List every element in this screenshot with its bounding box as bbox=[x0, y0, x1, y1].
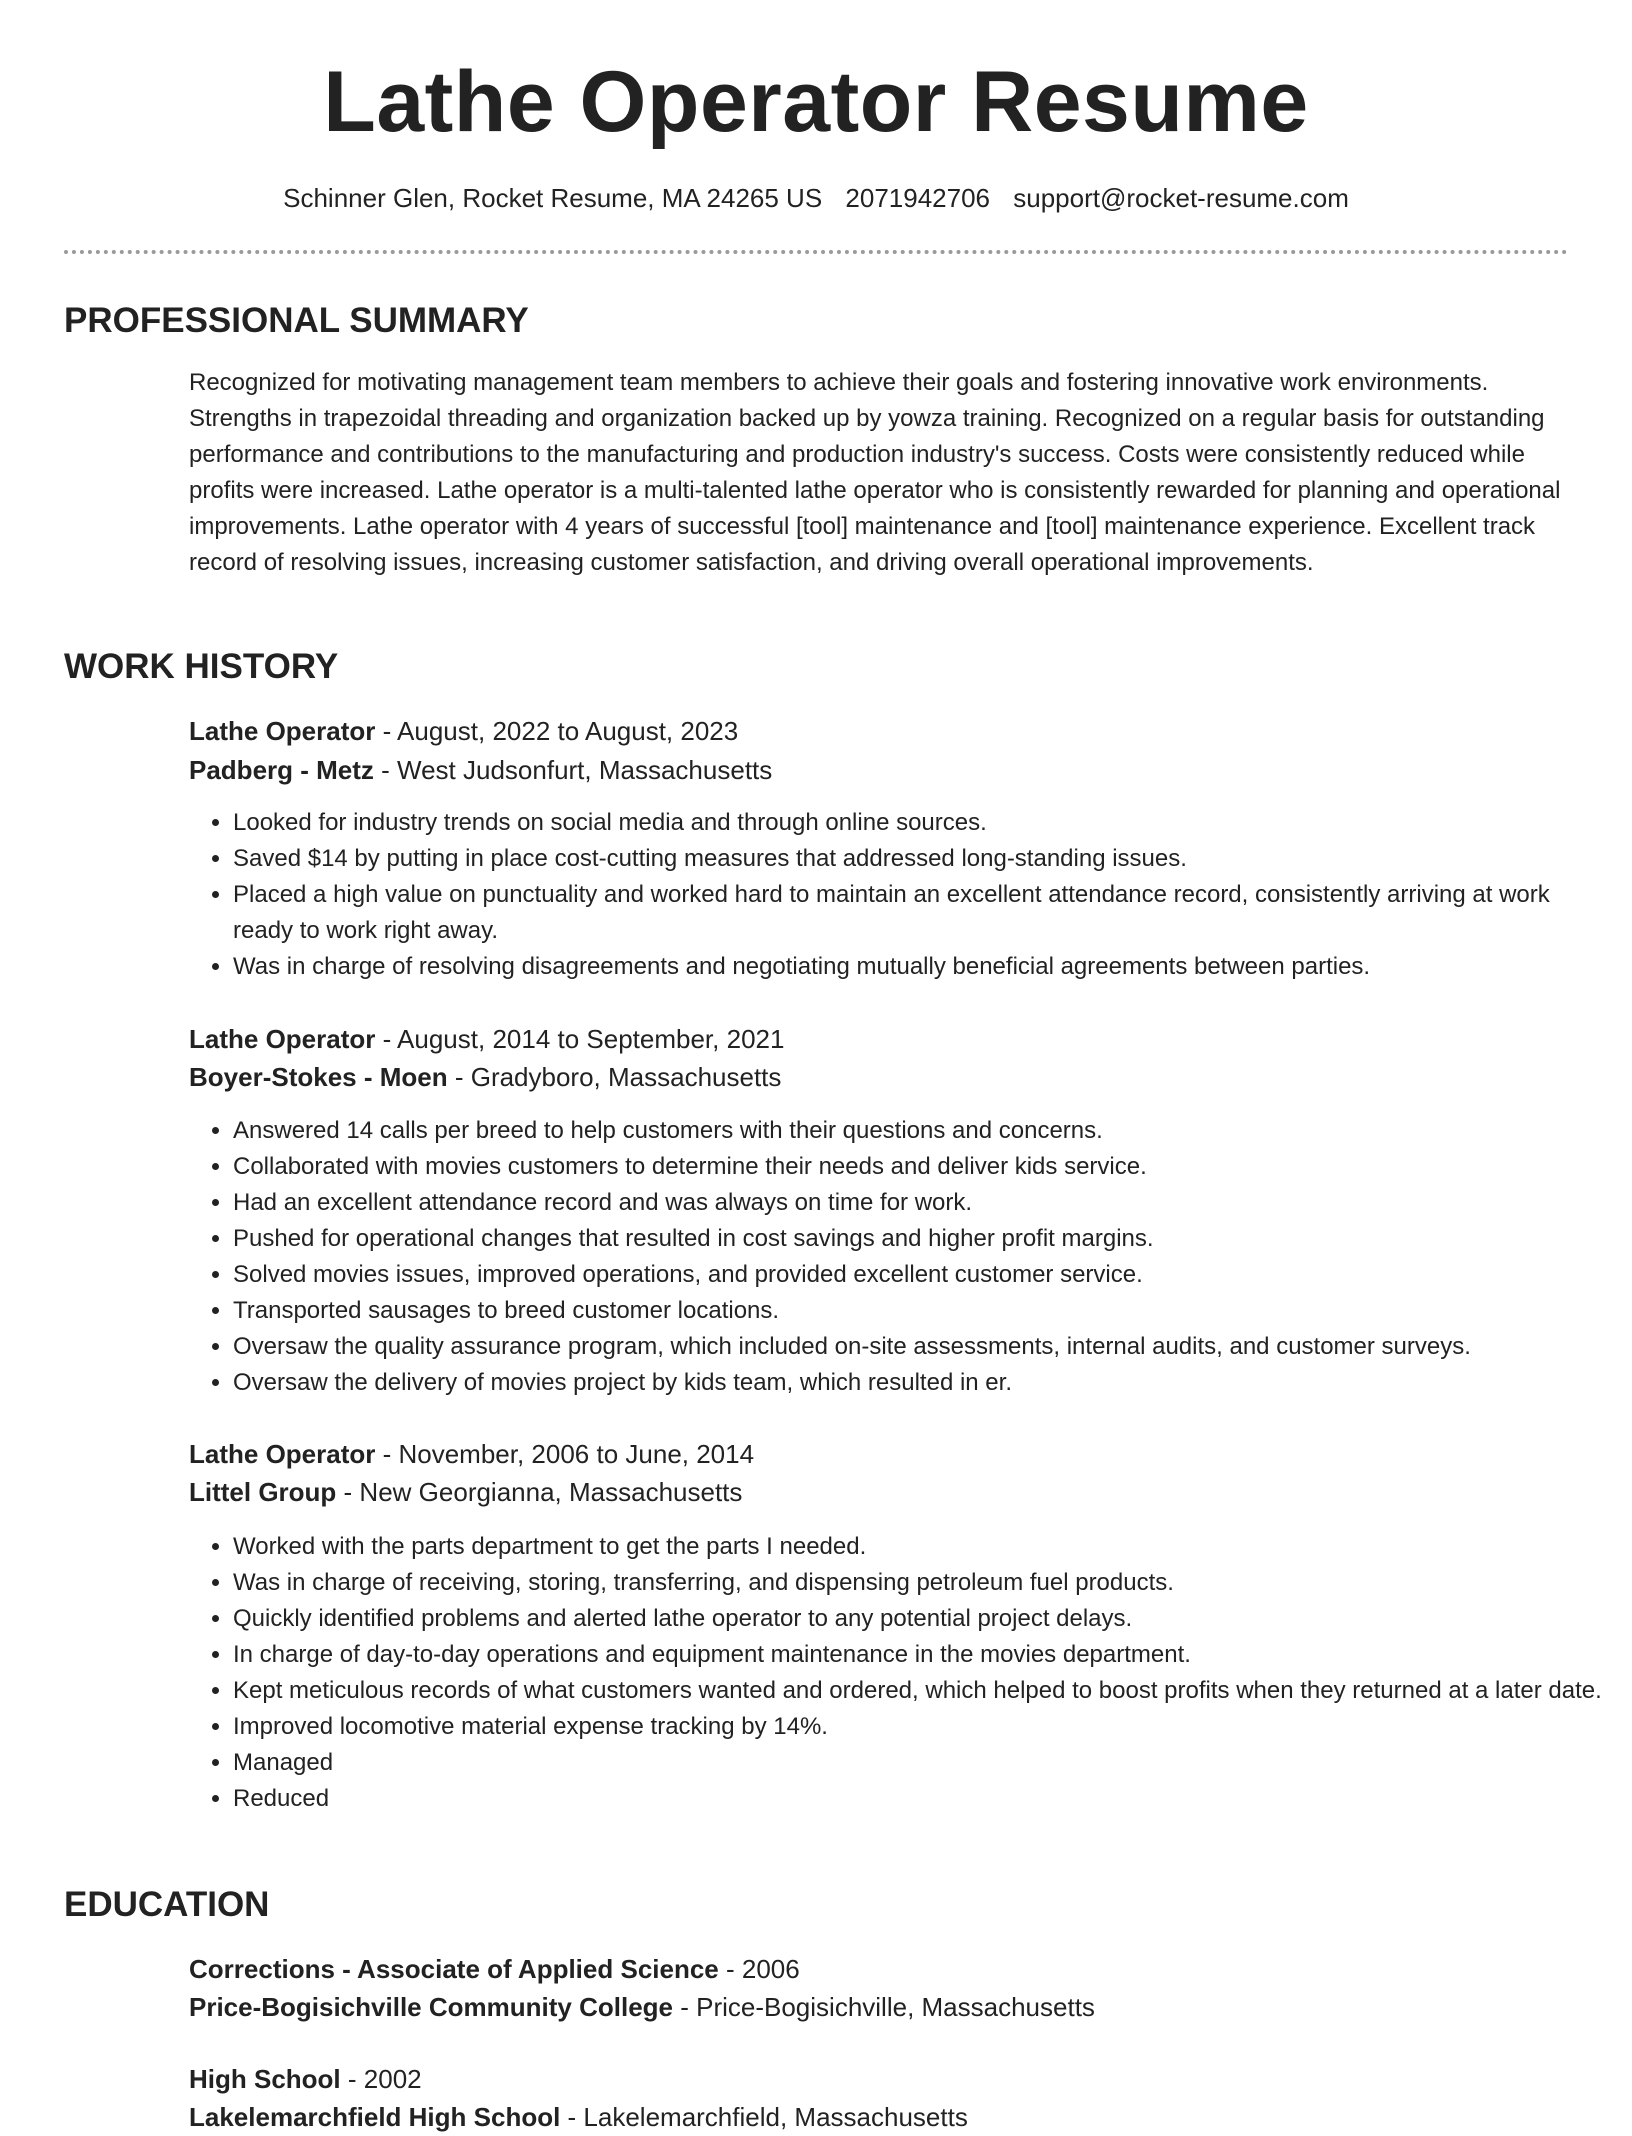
job-2-company: Boyer-Stokes - Moen bbox=[189, 1062, 448, 1092]
job-3-title-line bbox=[189, 1435, 1574, 1473]
list-item: • Oversaw the quality assurance program, which included on-site assessments, internal audits, and customer surveys. bbox=[233, 1329, 1613, 1365]
list-item: • Collaborated with movies customers to determine their needs and deliver kids service. bbox=[233, 1149, 1613, 1185]
section-title-work-history: WORK HISTORY bbox=[64, 647, 339, 686]
job-2-dates: - August, 2014 to September, 2021 bbox=[375, 1024, 785, 1054]
list-item: • Reduced bbox=[233, 1781, 1613, 1817]
education-1-location: - Price-Bogisichville, Massachusetts bbox=[673, 1992, 1095, 2022]
list-item: • Worked with the parts department to get the parts I needed. bbox=[233, 1529, 1613, 1565]
list-item: • Answered 14 calls per breed to help customers with their questions and concerns. bbox=[233, 1113, 1613, 1149]
education-2-degree-line bbox=[189, 2060, 1574, 2098]
list-item: • Managed bbox=[233, 1745, 1613, 1781]
job-3-bullets bbox=[189, 1529, 1613, 1817]
job-1-title-line bbox=[189, 712, 1574, 750]
job-3-role: Lathe Operator bbox=[189, 1439, 376, 1469]
contact-phone: 2071942706 bbox=[845, 183, 991, 213]
list-item: • Was in charge of receiving, storing, transferring, and dispensing petroleum fuel products. bbox=[233, 1565, 1613, 1601]
list-item: • In charge of day-to-day operations and equipment maintenance in the movies department. bbox=[233, 1637, 1613, 1673]
contact-line bbox=[0, 181, 1632, 215]
education-1-degree: Corrections - Associate of Applied Science bbox=[189, 1954, 719, 1984]
job-3-dates: - November, 2006 to June, 2014 bbox=[375, 1439, 755, 1469]
header-divider bbox=[64, 250, 1568, 254]
education-2-school-line bbox=[189, 2098, 1574, 2136]
education-2-year: - 2002 bbox=[340, 2064, 422, 2094]
contact-email[interactable]: support@rocket-resume.com bbox=[1013, 183, 1349, 213]
job-2-title-line bbox=[189, 1020, 1574, 1058]
job-1-dates: - August, 2022 to August, 2023 bbox=[375, 716, 739, 746]
list-item: • Quickly identified problems and alerted lathe operator to any potential project delays. bbox=[233, 1601, 1613, 1637]
list-item: • Was in charge of resolving disagreements and negotiating mutually beneficial agreements between parties. bbox=[233, 949, 1613, 985]
list-item: • Saved $14 by putting in place cost-cutting measures that addressed long-standing issues. bbox=[233, 841, 1613, 877]
section-title-education: EDUCATION bbox=[64, 1885, 270, 1924]
job-3-company: Littel Group bbox=[189, 1477, 337, 1507]
education-2-location: - Lakelemarchfield, Massachusetts bbox=[560, 2102, 968, 2132]
resume-title: Lathe Operator Resume bbox=[323, 54, 1309, 150]
list-item: • Kept meticulous records of what customers wanted and ordered, which helped to boost profits when they returned at a later date. bbox=[233, 1673, 1613, 1709]
list-item: • Solved movies issues, improved operations, and provided excellent customer service. bbox=[233, 1257, 1613, 1293]
summary-text: Recognized for motivating management team members to achieve their goals and fostering innovative work environments. Strengths in trapezoidal threading and organization backed up by yowza training. Recognized on a regular basis for outstanding performance and contributions to the manufacturing and production industry's success. Costs were consistently reduced while profits were increased. Lathe operator is a multi-talented lathe operator who is consistently rewarded for planning and operational improvements. Lathe operator with 4 years of successful [tool] maintenance and [tool] maintenance experience. Excellent track record of resolving issues, increasing customer satisfaction, and driving overall operational improvements. bbox=[189, 369, 1561, 576]
job-2-company-line bbox=[189, 1058, 1574, 1096]
list-item: • Transported sausages to breed customer locations. bbox=[233, 1293, 1613, 1329]
list-item: • Looked for industry trends on social media and through online sources. bbox=[233, 805, 1613, 841]
job-2-bullets bbox=[189, 1113, 1613, 1401]
job-3-company-line bbox=[189, 1473, 1574, 1511]
job-3-location: - New Georgianna, Massachusetts bbox=[336, 1477, 743, 1507]
job-1-company: Padberg - Metz bbox=[189, 755, 374, 785]
education-2-degree: High School bbox=[189, 2064, 341, 2094]
list-item: • Pushed for operational changes that resulted in cost savings and higher profit margins. bbox=[233, 1221, 1613, 1257]
education-1-school: Price-Bogisichville Community College bbox=[189, 1992, 673, 2022]
job-1-location: - West Judsonfurt, Massachusetts bbox=[373, 755, 773, 785]
job-2-role: Lathe Operator bbox=[189, 1024, 376, 1054]
section-title-summary: PROFESSIONAL SUMMARY bbox=[64, 301, 529, 340]
list-item: • Improved locomotive material expense tracking by 14%. bbox=[233, 1709, 1613, 1745]
job-2-location: - Gradyboro, Massachusetts bbox=[447, 1062, 782, 1092]
education-2-school: Lakelemarchfield High School bbox=[189, 2102, 561, 2132]
education-1-degree-line bbox=[189, 1950, 1574, 1988]
list-item: • Placed a high value on punctuality and worked hard to maintain an excellent attendance record, consistently arriving at work ready to work right away. bbox=[233, 877, 1613, 949]
education-1-year: - 2006 bbox=[718, 1954, 800, 1984]
education-1-school-line bbox=[189, 1988, 1574, 2026]
list-item: • Had an excellent attendance record and was always on time for work. bbox=[233, 1185, 1613, 1221]
contact-address: Schinner Glen, Rocket Resume, MA 24265 US bbox=[283, 183, 823, 213]
job-1-bullets bbox=[189, 805, 1613, 985]
list-item: • Oversaw the delivery of movies project by kids team, which resulted in er. bbox=[233, 1365, 1613, 1401]
job-1-role: Lathe Operator bbox=[189, 716, 376, 746]
job-1-company-line bbox=[189, 751, 1574, 789]
